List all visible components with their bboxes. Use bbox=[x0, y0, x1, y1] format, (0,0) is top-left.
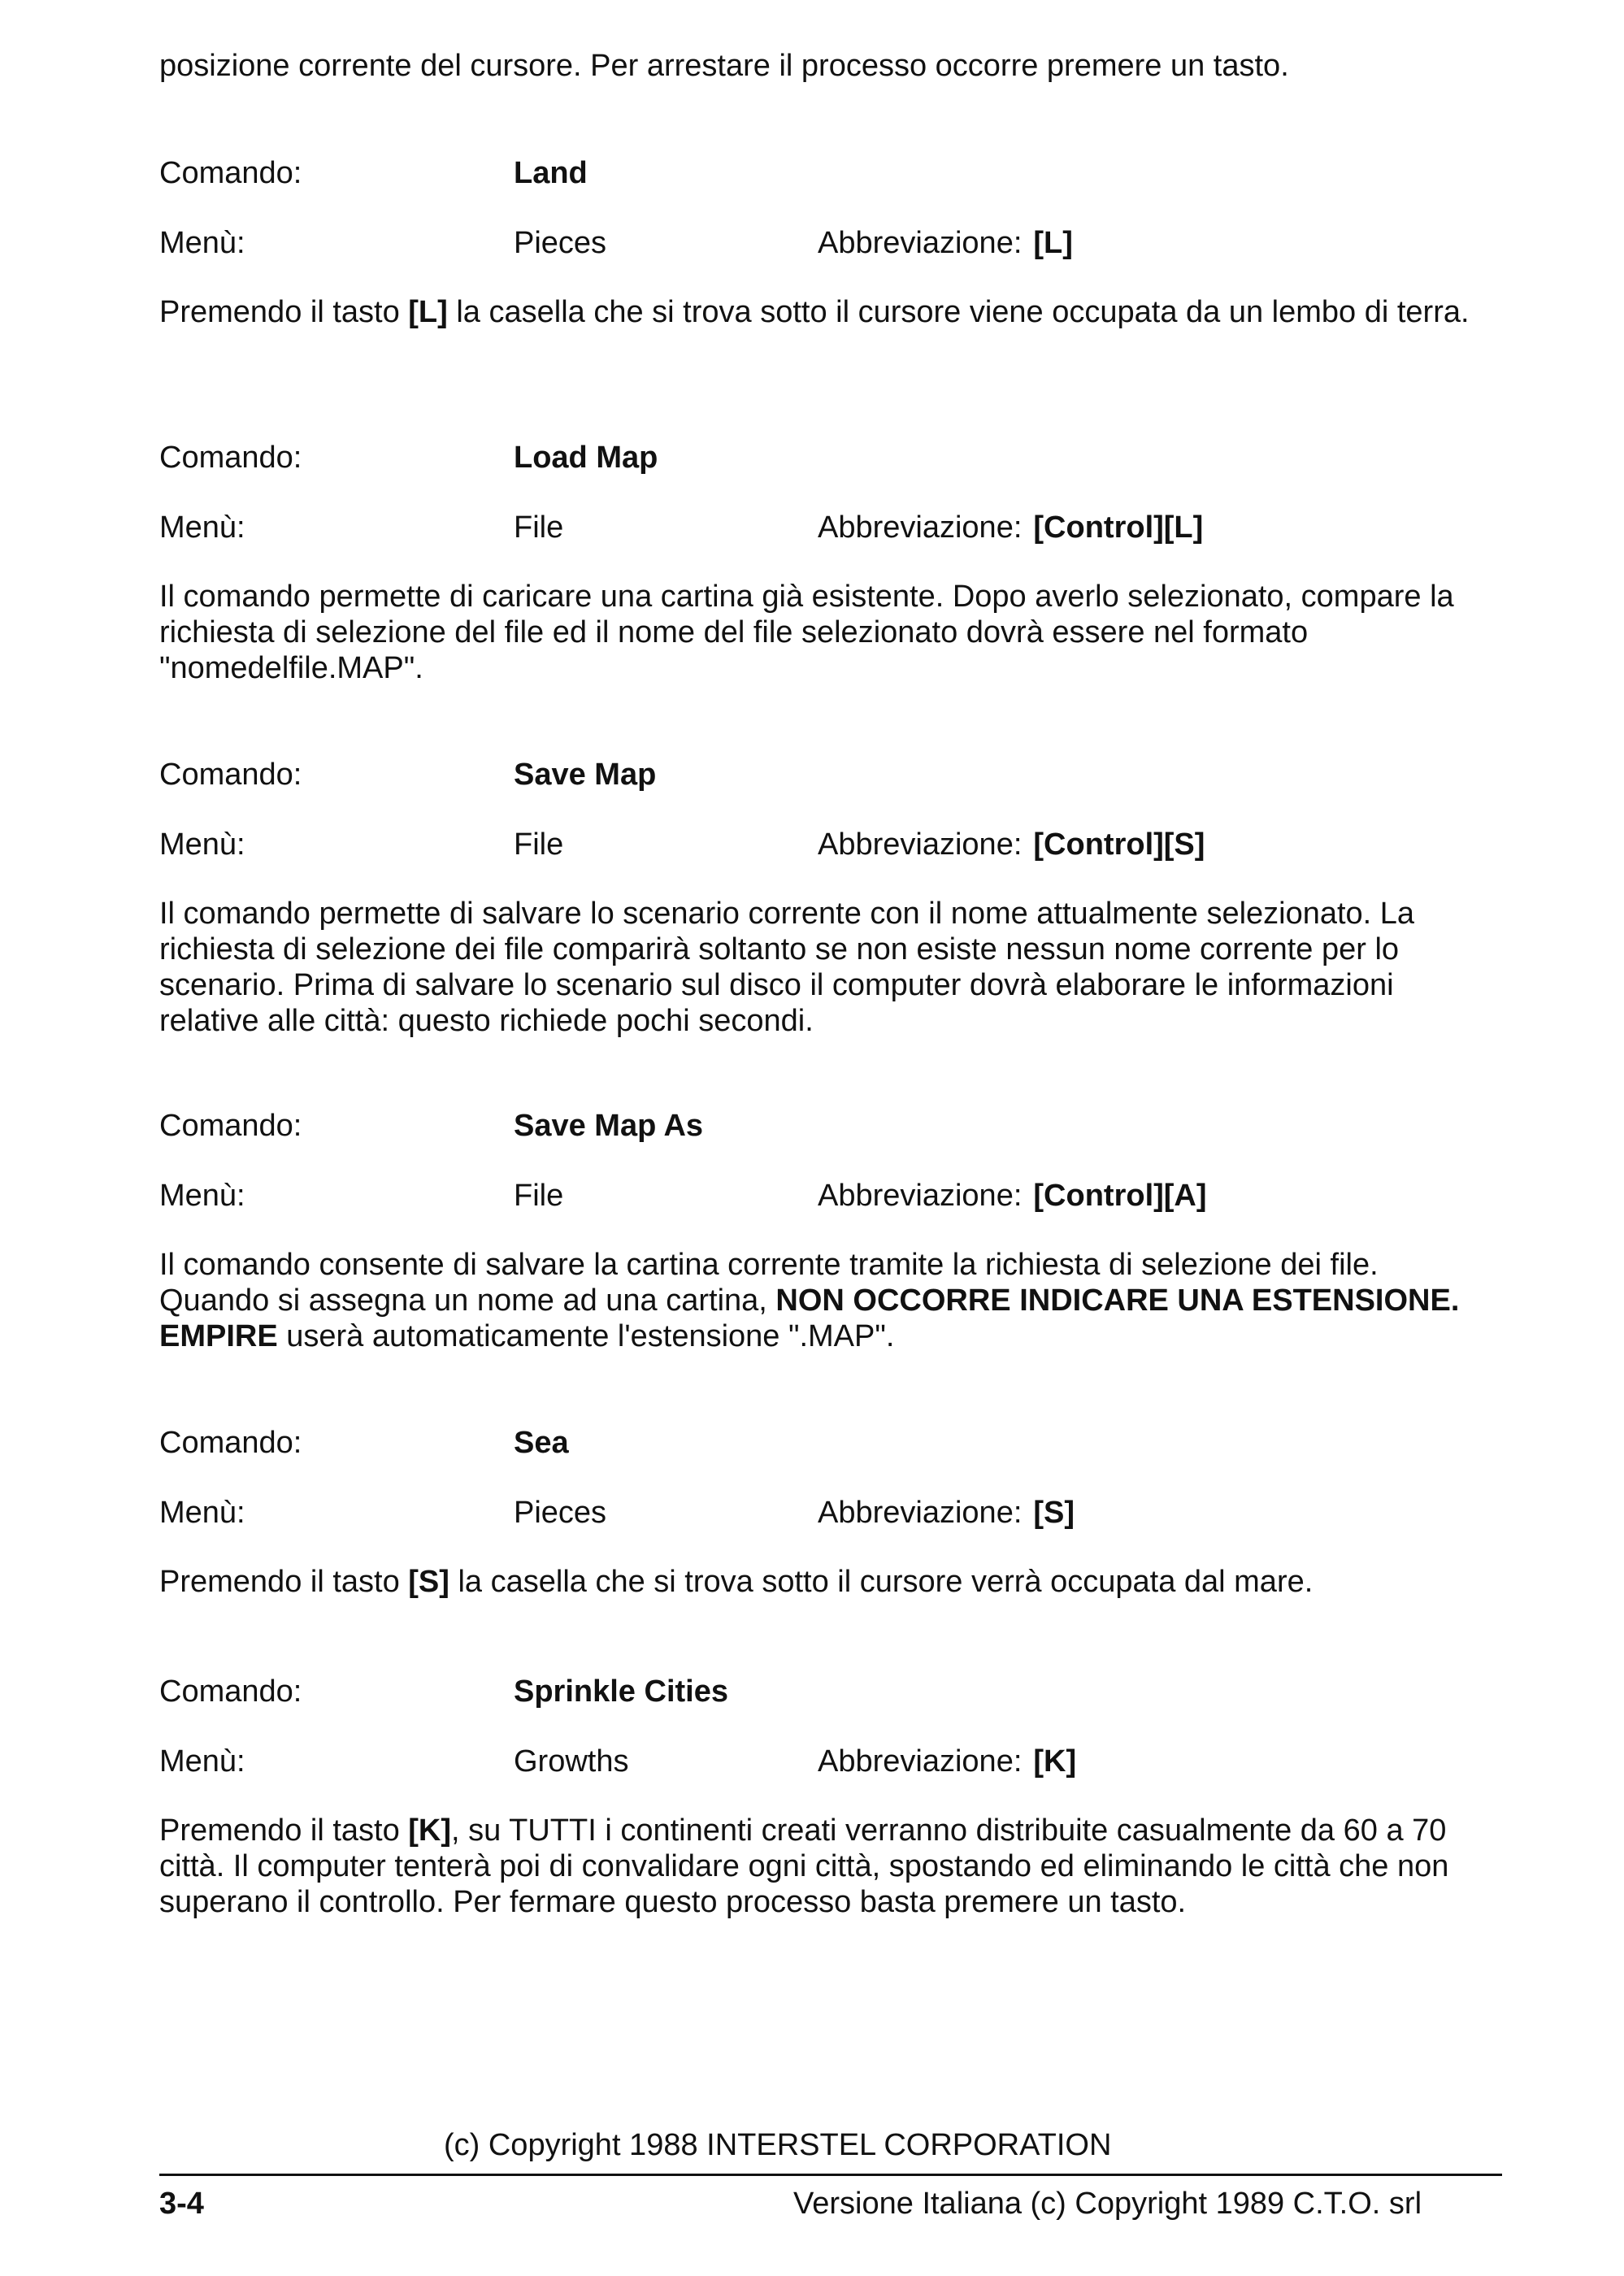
command-description bbox=[159, 579, 1492, 686]
description-bold: [L] bbox=[408, 295, 448, 329]
command-row bbox=[159, 439, 1492, 476]
abbreviation bbox=[818, 224, 1073, 262]
command-row bbox=[159, 154, 1492, 192]
abbreviation-key: [Control][L] bbox=[1033, 510, 1204, 545]
menu-label: Menù: bbox=[159, 1179, 245, 1213]
abbreviation bbox=[818, 1743, 1076, 1780]
command-description bbox=[159, 1564, 1492, 1600]
command-description bbox=[159, 1813, 1492, 1920]
description-text: Premendo il tasto bbox=[159, 1813, 409, 1848]
footer-copyright: (c) Copyright 1988 INTERSTEL CORPORATION bbox=[444, 2128, 1112, 2162]
command-label: Comando: bbox=[159, 1426, 302, 1460]
command-label: Comando: bbox=[159, 1674, 302, 1709]
command-name: Land bbox=[514, 156, 588, 190]
menu-row bbox=[159, 224, 1492, 262]
abbreviation-key: [K] bbox=[1033, 1744, 1077, 1779]
command-row bbox=[159, 1424, 1492, 1462]
footer-version: Versione Italiana (c) Copyright 1989 C.T.O. srl bbox=[793, 2187, 1422, 2221]
abbreviation bbox=[818, 509, 1203, 546]
command-description bbox=[159, 1247, 1492, 1354]
menu-name: File bbox=[514, 1179, 564, 1213]
menu-row bbox=[159, 1494, 1492, 1531]
abbreviation-key: [Control][A] bbox=[1033, 1179, 1207, 1213]
menu-name: File bbox=[514, 510, 564, 545]
command-row bbox=[159, 1673, 1492, 1710]
page-number: 3-4 bbox=[159, 2187, 204, 2221]
menu-label: Menù: bbox=[159, 510, 245, 545]
abbreviation-label: Abbreviazione: bbox=[818, 1179, 1023, 1213]
menu-name: File bbox=[514, 827, 564, 862]
description-text: Il comando permette di caricare una cartina già esistente. Dopo averlo selezionato, compare la richiesta di selezione del file ed il nome del file selezionato dovrà essere nel formato "nomedelfile.MAP". bbox=[159, 580, 1454, 685]
description-bold: [S] bbox=[408, 1565, 449, 1599]
menu-name: Growths bbox=[514, 1744, 629, 1779]
abbreviation bbox=[818, 1177, 1207, 1214]
command-name: Load Map bbox=[514, 441, 658, 475]
command-label: Comando: bbox=[159, 441, 302, 475]
abbreviation-key: [L] bbox=[1033, 226, 1073, 260]
abbreviation-label: Abbreviazione: bbox=[818, 510, 1023, 545]
abbreviation-key: [Control][S] bbox=[1033, 827, 1205, 862]
command-name: Sea bbox=[514, 1426, 569, 1460]
command-entry bbox=[159, 154, 1492, 330]
menu-label: Menù: bbox=[159, 226, 245, 260]
menu-label: Menù: bbox=[159, 1744, 245, 1779]
description-text: la casella che si trova sotto il cursore verrà occupata dal mare. bbox=[449, 1565, 1314, 1599]
menu-name: Pieces bbox=[514, 1496, 607, 1530]
command-name: Save Map As bbox=[514, 1109, 704, 1143]
command-entry bbox=[159, 1424, 1492, 1600]
command-entry bbox=[159, 439, 1492, 686]
menu-row bbox=[159, 826, 1492, 863]
footer-divider bbox=[159, 2174, 1502, 2176]
command-entry bbox=[159, 1673, 1492, 1920]
command-entry bbox=[159, 1107, 1492, 1354]
abbreviation-label: Abbreviazione: bbox=[818, 1744, 1023, 1779]
description-text: , su TUTTI i continenti creati verranno distribuite casualmente da 60 a 70 città. Il computer tenterà poi di convalidare ogni città, spostando ed eliminando le città che non superano il controllo. Per fermare questo processo basta premere un tasto. bbox=[159, 1813, 1449, 1919]
menu-row bbox=[159, 509, 1492, 546]
description-text: Il comando consente di salvare la cartina corrente tramite la richiesta di selezione dei file. Quando si assegna un nome ad una cartina, bbox=[159, 1248, 1379, 1318]
command-label: Comando: bbox=[159, 156, 302, 190]
description-text: userà automaticamente l'estensione ".MAP". bbox=[277, 1319, 895, 1353]
command-description bbox=[159, 896, 1492, 1039]
intro-paragraph: posizione corrente del cursore. Per arrestare il processo occorre premere un tasto. bbox=[159, 49, 1289, 83]
menu-label: Menù: bbox=[159, 827, 245, 862]
description-text: la casella che si trova sotto il cursore viene occupata da un lembo di terra. bbox=[447, 295, 1470, 329]
menu-name: Pieces bbox=[514, 226, 607, 260]
menu-label: Menù: bbox=[159, 1496, 245, 1530]
description-bold: [K] bbox=[408, 1813, 452, 1848]
command-row bbox=[159, 1107, 1492, 1145]
abbreviation-label: Abbreviazione: bbox=[818, 226, 1023, 260]
command-description bbox=[159, 294, 1492, 330]
abbreviation-label: Abbreviazione: bbox=[818, 827, 1023, 862]
abbreviation-key: [S] bbox=[1033, 1496, 1075, 1530]
menu-row bbox=[159, 1177, 1492, 1214]
description-text: Premendo il tasto bbox=[159, 1565, 409, 1599]
description-text: Il comando permette di salvare lo scenario corrente con il nome attualmente selezionato. La richiesta di selezione dei file comparirà soltanto se non esiste nessun nome corrente per lo scenario. Prima di salvare lo scenario sul disco il computer dovrà elaborare le informazioni relative alle città: questo richiede pochi secondi. bbox=[159, 897, 1415, 1038]
abbreviation-label: Abbreviazione: bbox=[818, 1496, 1023, 1530]
command-name: Sprinkle Cities bbox=[514, 1674, 728, 1709]
command-name: Save Map bbox=[514, 758, 657, 792]
description-bold: NON OCCORRE INDICARE UNA ESTENSIONE. EMPIRE bbox=[159, 1284, 1460, 1353]
abbreviation bbox=[818, 826, 1205, 863]
abbreviation bbox=[818, 1494, 1075, 1531]
command-row bbox=[159, 756, 1492, 793]
command-label: Comando: bbox=[159, 758, 302, 792]
menu-row bbox=[159, 1743, 1492, 1780]
command-entry bbox=[159, 756, 1492, 1039]
command-label: Comando: bbox=[159, 1109, 302, 1143]
description-text: Premendo il tasto bbox=[159, 295, 409, 329]
